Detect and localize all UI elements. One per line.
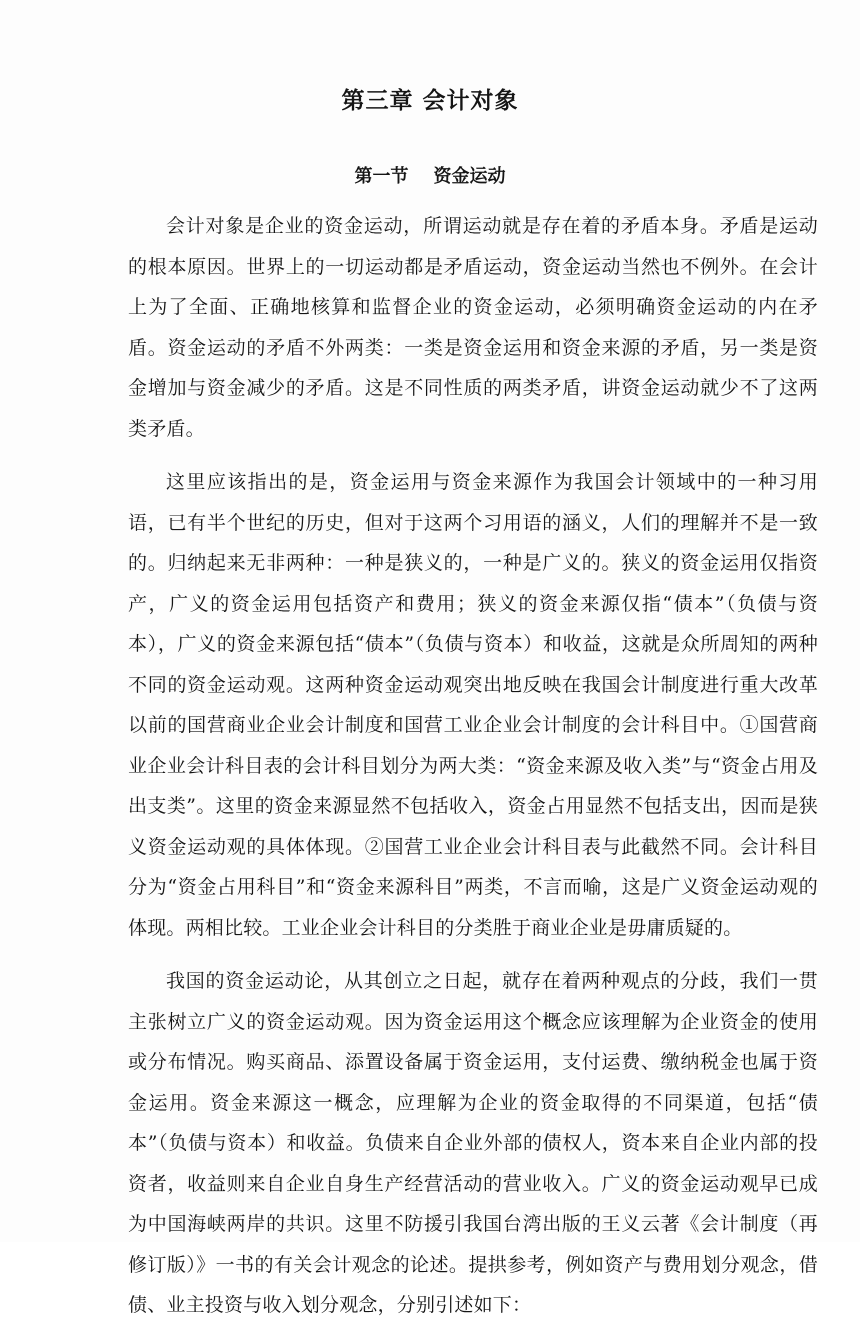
body-text (128, 206, 818, 1339)
paragraph: 我国的资金运动论，从其创立之日起，就存在着两种观点的分歧，我们一贯主张树立广义的资金运动观。因为资金运用这个概念应该理解为企业资金的使用或分布情况。购买商品、添置设备属于资金运用，支付运费、缴纳税金也属于资金运用。资金来源这一概念，应理解为企业的资金取得的不同渠道，包括“债本”（负债与资本）和收益。负债来自企业外部的债权人，资本来自企业内部的投资者，收益则来自企业自身生产经营活动的营业收入。广义的资金运动观早已成为中国海峡两岸的共识。这里不防援引我国台湾出版的王义云著《会计制度（再修订版）》一书的有关会计观念的论述。提拱参考，例如资产与费用划分观念，借债、业主投资与收入划分观念，分别引述如下： (128, 970, 818, 1316)
paragraph: 会计对象是企业的资金运动，所谓运动就是存在着的矛盾本身。矛盾是运动的根本原因。世界上的一切运动都是矛盾运动，资金运动当然也不例外。在会计上为了全面、正确地核算和监督企业的资金运动，必须明确资金运动的内在矛盾。资金运动的矛盾不外两类：一类是资金运用和资金来源的矛盾，另一类是资金增加与资金减少的矛盾。这是不同性质的两类矛盾，讲资金运动就少不了这两类矛盾。 (128, 215, 818, 440)
section-title: 第一节 资金运动 (354, 166, 506, 187)
paragraph: 这里应该指出的是，资金运用与资金来源作为我国会计领域中的一种习用语，已有半个世纪的历史，但对于这两个习用语的涵义，人们的理解并不是一致的。归纳起来无非两种：一种是狭义的，一种是广义的。狭义的资金运用仅指资产，广义的资金运用包括资产和费用；狭义的资金来源仅指“债本”（负债与资本），广义的资金来源包括“债本”（负债与资本）和收益，这就是众所周知的两种不同的资金运动观。这两种资金运动观突出地反映在我国会计制度进行重大改革以前的国营商业企业会计制度和国营工业企业会计制度的会计科目中。①国营商业企业会计科目表的会计科目划分为两大类：“资金来源及收入类”与“资金占用及出支类”。这里的资金来源显然不包括收入，资金占用显然不包括支出，因而是狭义资金运动观的具体体现。②国营工业企业会计科目表与此截然不同。会计科目分为“资金占用科目”和“资金来源科目”两类，不言而喻，这是广义资金运动观的体现。两相比较。工业企业会计科目的分类胜于商业企业是毋庸质疑的。 (128, 471, 818, 939)
chapter-title: 第三章 会计对象 (341, 88, 519, 114)
